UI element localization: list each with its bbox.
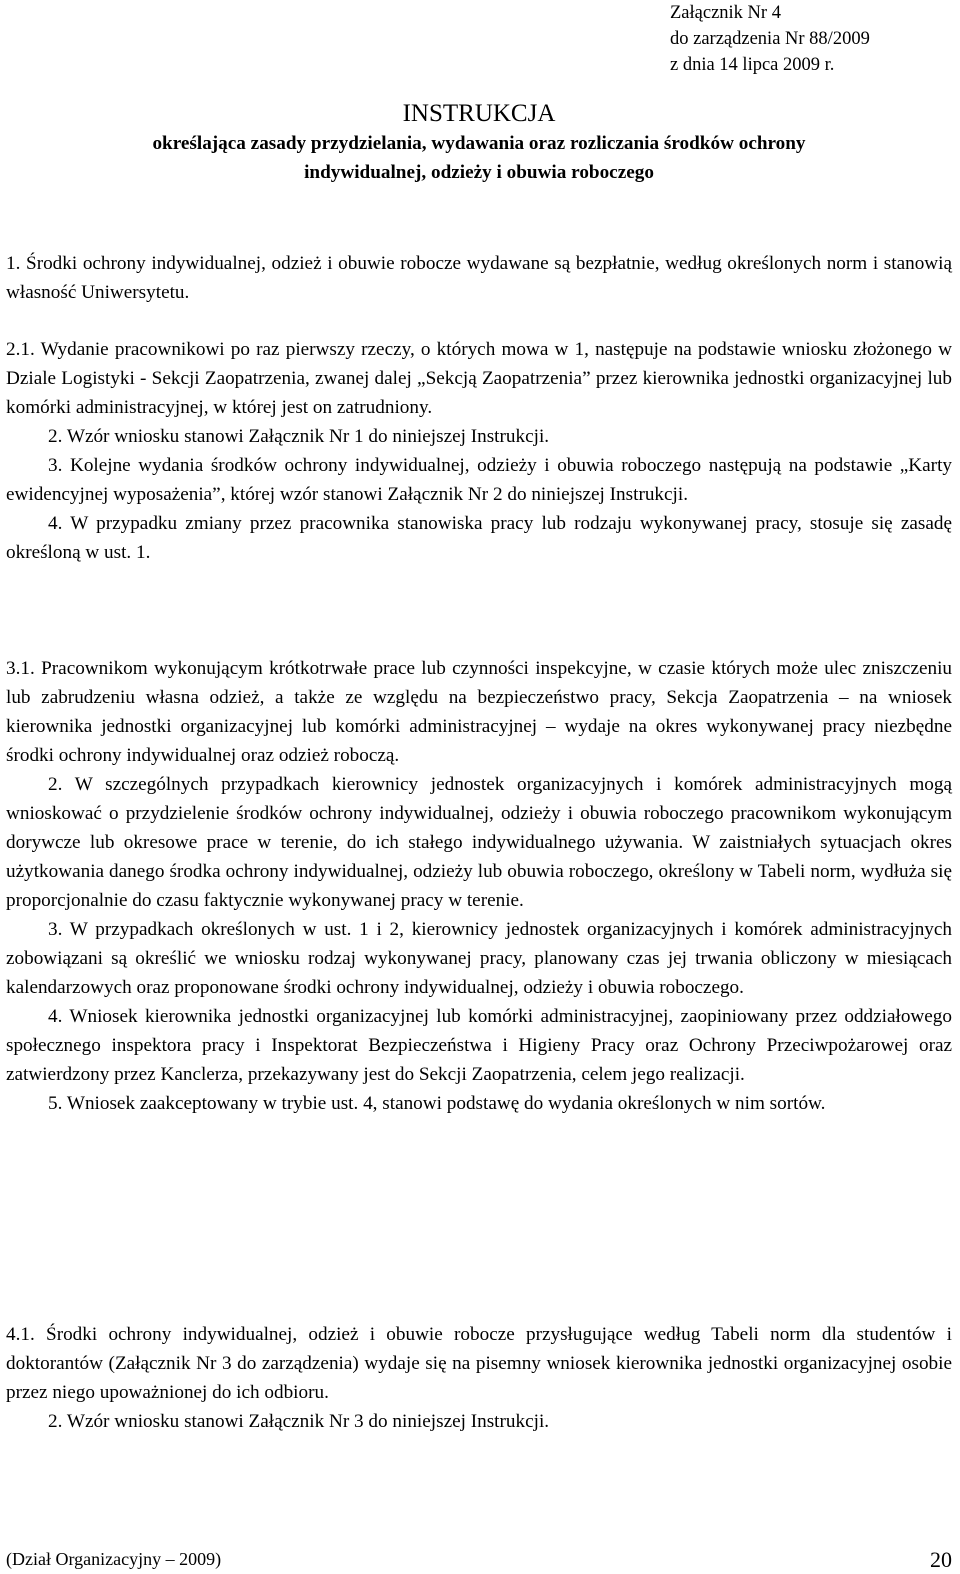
section-4-paragraph-2: 2. Wzór wniosku stanowi Załącznik Nr 3 do niniejszej Instrukcji.: [48, 1411, 550, 1432]
document-title: [6, 99, 952, 187]
section-2: [6, 335, 952, 567]
annex-line-3: z dnia 14 lipca 2009 r.: [670, 55, 835, 75]
section-3-paragraph-4: 4. Wniosek kierownika jednostki organizacyjnej lub komórki administracyjnej, zaopiniowany przez oddziałowego społecznego inspektora pracy i Inspektorat Bezpieczeństwa i Higieny Pracy oraz Ochrony Przeciwpożarowej oraz zatwierdzony przez Kanclerza, przekazywany jest do Sekcji Zaopatrzenia, celem jego realizacji.: [6, 1006, 952, 1085]
title-main: INSTRUKCJA: [402, 100, 556, 127]
section-4-paragraph-1: 4.1. Środki ochrony indywidualnej, odzież i obuwie robocze przysługujące według Tabeli norm dla studentów i doktorantów (Załącznik Nr 3 do zarządzenia) wydaje się na pisemny wniosek kierownika jednostki organizacyjnej osobie przez niego upoważnionej do ich odbioru.: [6, 1324, 952, 1403]
section-2-paragraph-4: 4. W przypadku zmiany przez pracownika stanowiska pracy lub rodzaju wykonywanej pracy, stosuje się zasadę określoną w ust. 1.: [6, 513, 952, 563]
section-4: [6, 1320, 952, 1436]
annex-line-1: Załącznik Nr 4: [670, 3, 781, 23]
page-number: 20: [930, 1547, 952, 1572]
section-1-text: 1. Środki ochrony indywidualnej, odzież i obuwie robocze wydawane są bezpłatnie, według określonych norm i stanowią własność Uniwersytetu.: [6, 253, 952, 303]
section-3-paragraph-3: 3. W przypadkach określonych w ust. 1 i 2, kierownicy jednostek organizacyjnych i komórek administracyjnych zobowiązani są określić we wniosku rodzaj wykonywanej pracy, planowany czas jej trwania obliczony w miesiącach kalendarzowych oraz proponowane środki ochrony indywidualnej, odzieży i obuwia roboczego.: [6, 919, 952, 998]
section-3-paragraph-5: 5. Wniosek zaakceptowany w trybie ust. 4, stanowi podstawę do wydania określonych w nim sortów.: [48, 1093, 826, 1114]
annex-header: [670, 0, 950, 78]
annex-line-2: do zarządzenia Nr 88/2009: [670, 29, 870, 49]
section-2-paragraph-2: 2. Wzór wniosku stanowi Załącznik Nr 1 do niniejszej Instrukcji.: [48, 426, 550, 447]
title-subtitle-line-2: indywidualnej, odzieży i obuwia roboczego: [304, 162, 654, 183]
section-2-paragraph-1: 2.1. Wydanie pracownikowi po raz pierwszy rzeczy, o których mowa w 1, następuje na podstawie wniosku złożonego w Dziale Logistyki - Sekcji Zaopatrzenia, zwanej dalej „Sekcją Zaopatrzenia” przez kierownika jednostki organizacyjnej lub komórki administracyjnej, w której jest on zatrudniony.: [6, 339, 952, 418]
section-3-paragraph-1: 3.1. Pracownikom wykonującym krótkotrwałe prace lub czynności inspekcyjne, w czasie których może ulec zniszczeniu lub zabrudzeniu własna odzież, a także ze względu na bezpieczeństwo pracy, Sekcja Zaopatrzenia – na wniosek kierownika jednostki organizacyjnej lub komórki administracyjnej – wydaje na okres wykonywanej pracy niezbędne środki ochrony indywidualnej oraz odzież roboczą.: [6, 658, 952, 766]
section-2-paragraph-3: 3. Kolejne wydania środków ochrony indywidualnej, odzieży i obuwia roboczego następują na podstawie „Karty ewidencyjnej wyposażenia”, której wzór stanowi Załącznik Nr 2 do niniejszej Instrukcji.: [6, 455, 952, 505]
footer-department: (Dział Organizacyjny – 2009): [6, 1549, 222, 1569]
title-subtitle-line-1: określająca zasady przydzielania, wydawania oraz rozliczania środków ochrony: [152, 133, 806, 154]
section-3: [6, 654, 952, 1118]
section-3-paragraph-2: 2. W szczególnych przypadkach kierownicy jednostek organizacyjnych i komórek administracyjnych mogą wnioskować o przydzielenie środków ochrony indywidualnej, odzieży i obuwia roboczego pracownikom wykonującym dorywcze lub okresowe prace w terenie, do ich stałego indywidualnego używania. W zaistniałych sytuacjach okres użytkowania danego środka ochrony indywidualnej, odzieży lub obuwia roboczego, określony w Tabeli norm, wydłuża się proporcjonalnie do czasu faktycznie wykonywanej pracy w terenie.: [6, 774, 952, 911]
section-1: [6, 249, 952, 307]
